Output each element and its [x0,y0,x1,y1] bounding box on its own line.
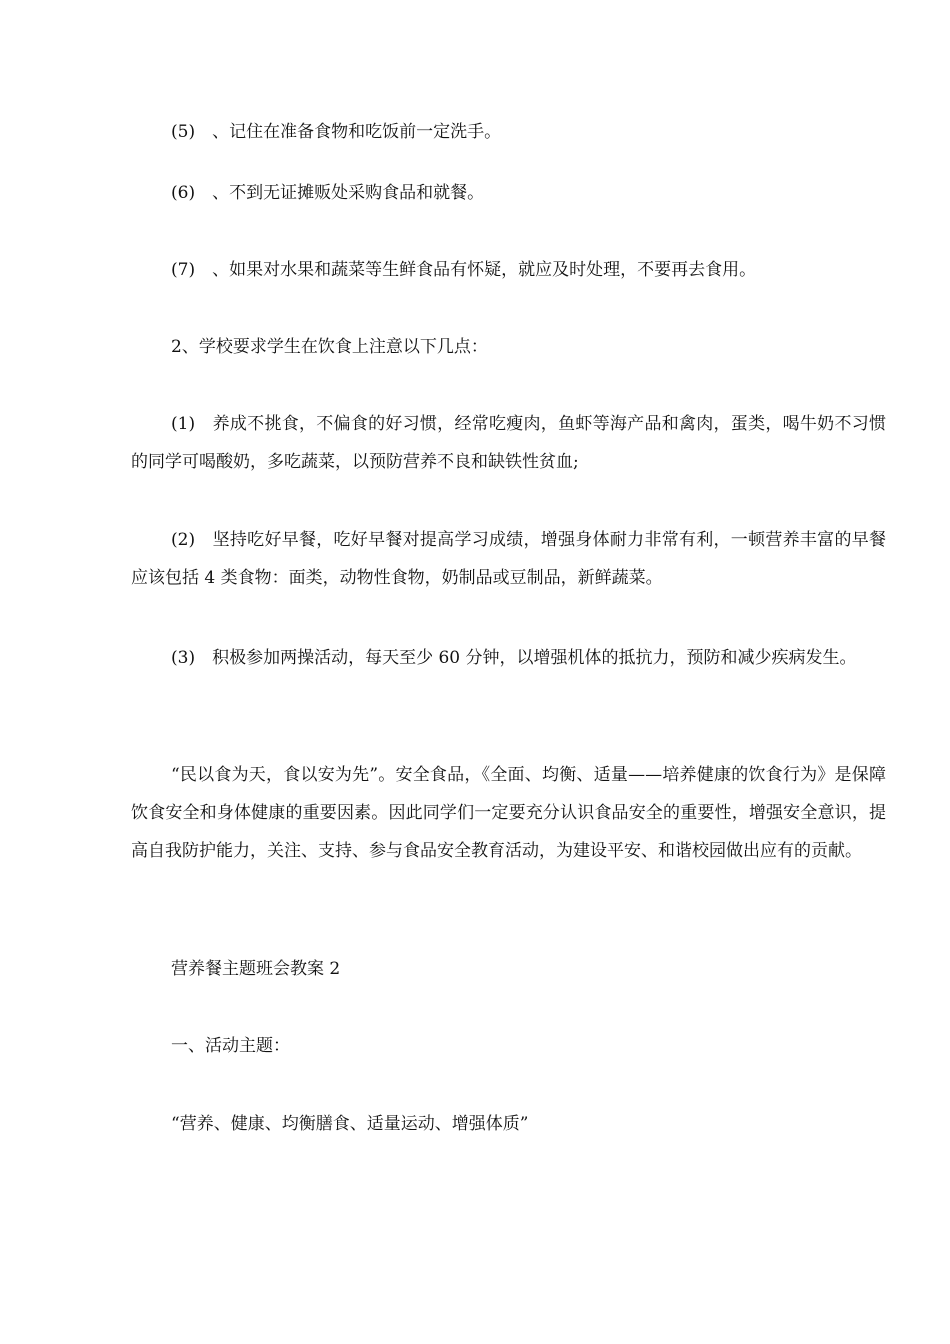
activity-theme-heading: 一、活动主题： [171,1036,290,1056]
paragraph-point-2: (2) 坚持吃好早餐，吃好早餐对提高学习成绩，增强身体耐力非常有利，一顿营养丰富的早餐应该包括 4 类食物：面类，动物性食物，奶制品或豆制品，新鲜蔬菜。 [131,530,886,588]
paragraph-point-3: (3) 积极参加两操活动，每天至少 60 分钟，以增强机体的抵抗力，预防和减少疾病发生。 [171,648,857,668]
paragraph-item-6: (6) 、不到无证摊贩处采购食品和就餐。 [171,183,485,203]
closing-paragraph: “民以食为天，食以安为先”。安全食品，《全面、均衡、适量——培养健康的饮食行为》是保障饮食安全和身体健康的重要因素。因此同学们一定要充分认识食品安全的重要性，增强安全意识，提高自我防护能力，关注、支持、参与食品安全教育活动，为建设平安、和谐校园做出应有的贡献。 [131,765,886,861]
activity-theme-text: “营养、健康、均衡膳食、适量运动、增强体质” [171,1114,529,1134]
paragraph-item-5: (5) 、记住在准备食物和吃饭前一定洗手。 [171,122,502,142]
section-heading-2: 2、学校要求学生在饮食上注意以下几点： [171,337,488,357]
paragraph-point-1: (1) 养成不挑食，不偏食的好习惯，经常吃瘦肉，鱼虾等海产品和禽肉，蛋类，喝牛奶不习惯的同学可喝酸奶，多吃蔬菜，以预防营养不良和缺铁性贫血; [131,414,886,472]
lesson-plan-title: 营养餐主题班会教案 2 [171,959,341,979]
paragraph-item-7: (7) 、如果对水果和蔬菜等生鲜食品有怀疑，就应及时处理，不要再去食用。 [171,260,757,280]
